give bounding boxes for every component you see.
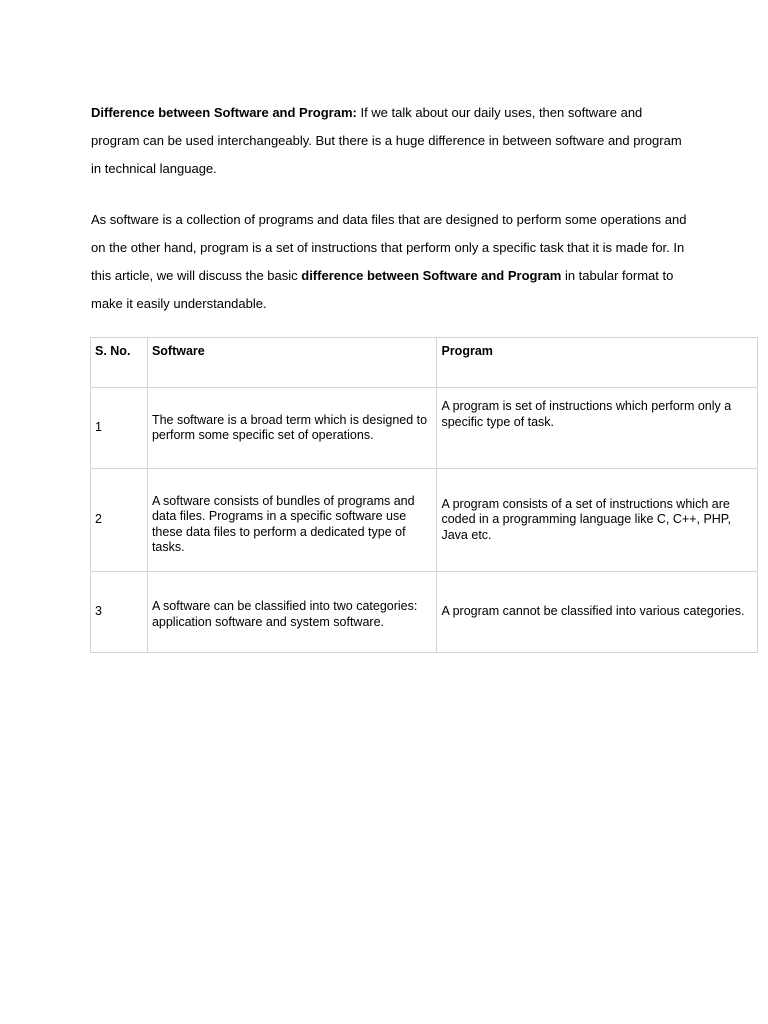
cell-program: A program is set of instructions which perform only a specific type of task. xyxy=(437,388,758,469)
header-program: Program xyxy=(437,338,758,388)
table-row xyxy=(91,469,758,572)
table-header-row xyxy=(91,338,758,388)
header-software: Software xyxy=(147,338,437,388)
cell-software: A software consists of bundles of programs and data files. Programs in a specific software use these data files to perform a dedicated type of tasks. xyxy=(147,469,437,572)
cell-sno: 2 xyxy=(91,469,148,572)
body-bold-phrase: difference between Software and Program xyxy=(301,268,562,283)
intro-heading: Difference between Software and Program: xyxy=(91,105,357,120)
cell-program: A program cannot be classified into various categories. xyxy=(437,572,758,653)
body-paragraph xyxy=(91,206,691,318)
intro-text: If we talk about our daily uses, then software and program can be used interchangeably. But there is a huge difference in between software and program in technical language. xyxy=(91,105,682,176)
cell-software: A software can be classified into two categories: application software and system software. xyxy=(147,572,437,653)
header-sno: S. No. xyxy=(91,338,148,388)
cell-program: A program consists of a set of instructions which are coded in a programming language like C, C++, PHP, Java etc. xyxy=(437,469,758,572)
table-row xyxy=(91,572,758,653)
intro-paragraph xyxy=(91,99,691,183)
body-text-after: in tabular format to make it easily understandable. xyxy=(91,268,674,311)
cell-sno: 1 xyxy=(91,388,148,469)
cell-software: The software is a broad term which is designed to perform some specific set of operations. xyxy=(147,388,437,469)
cell-sno: 3 xyxy=(91,572,148,653)
comparison-table xyxy=(90,337,758,653)
table-row xyxy=(91,388,758,469)
body-text-before: As software is a collection of programs and data files that are designed to perform some operations and on the other hand, program is a set of instructions that perform only a specific task that it is made for. In this article, we will discuss the basic xyxy=(91,212,687,283)
